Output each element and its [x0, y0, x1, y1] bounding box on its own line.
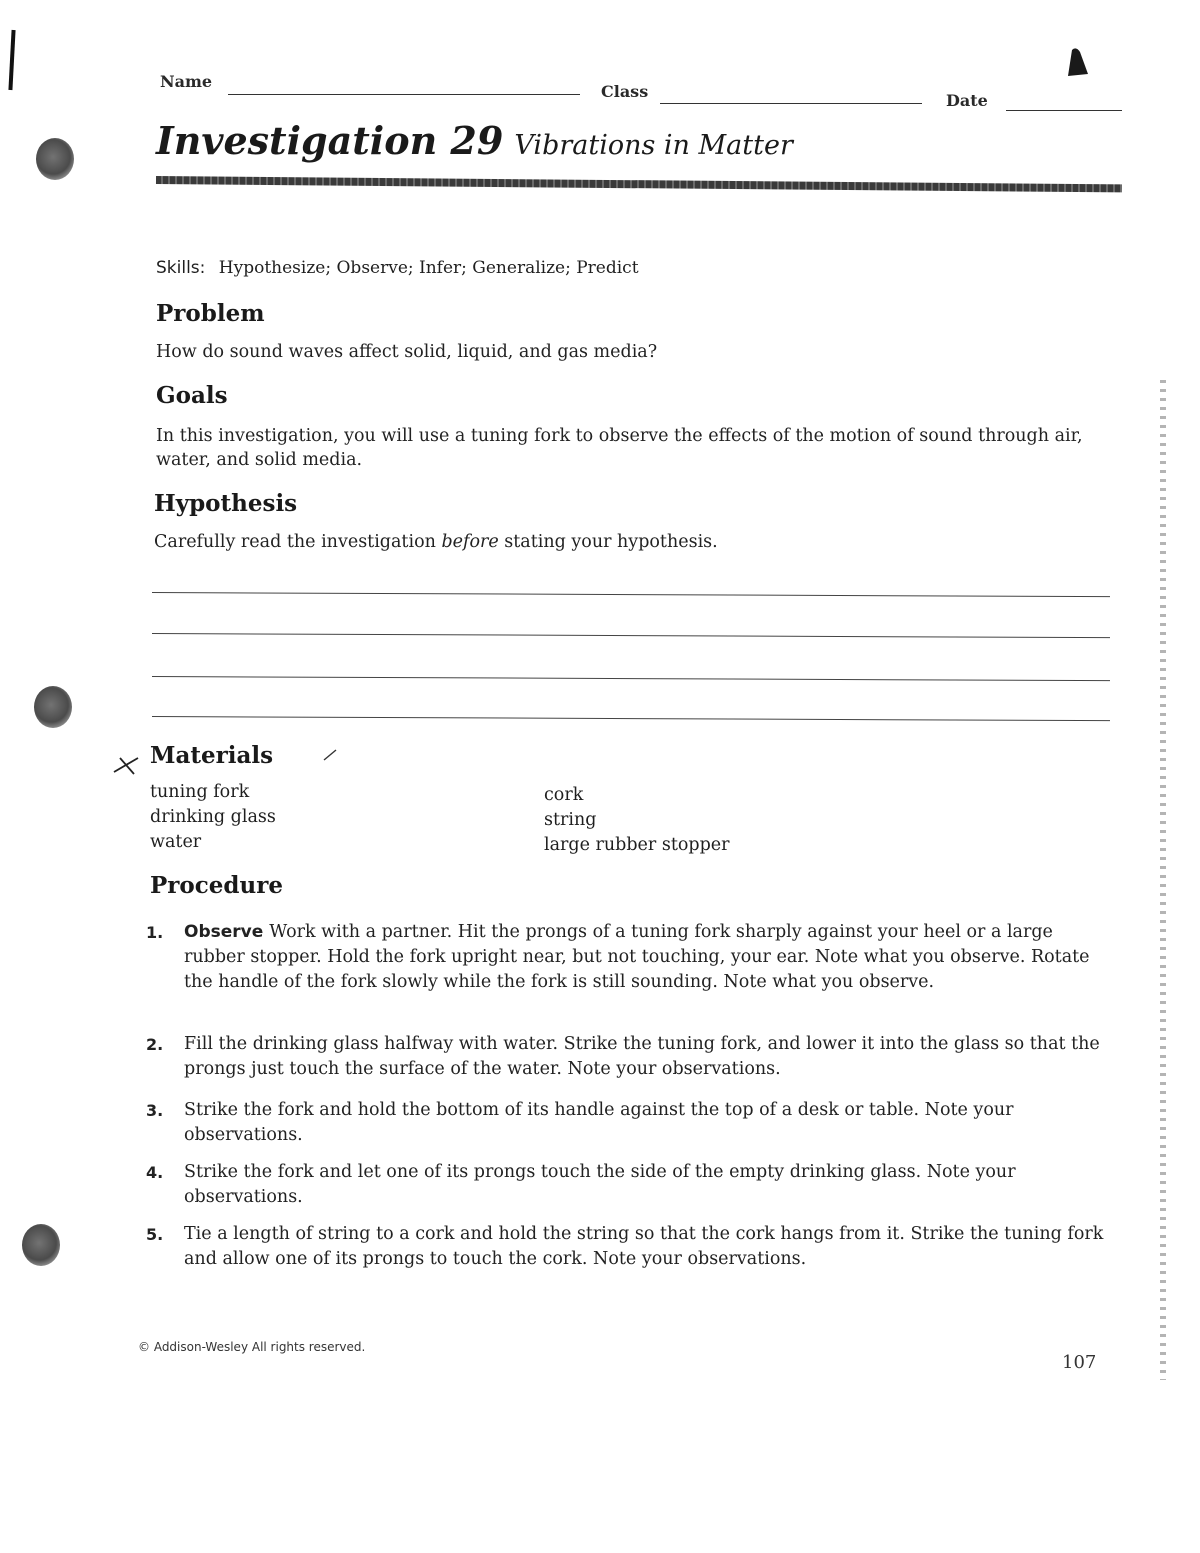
name-field[interactable] — [228, 94, 580, 95]
material-item: cork — [544, 785, 584, 805]
page-title — [156, 118, 793, 163]
hypothesis-text-emphasis: before — [441, 532, 499, 552]
skills-line — [156, 258, 639, 278]
title-main: Investigation 29 — [156, 118, 504, 163]
punch-hole-top — [36, 138, 74, 180]
step-number: 4. — [146, 1163, 164, 1182]
skills-label: Skills: — [156, 258, 206, 278]
step-number: 2. — [146, 1035, 164, 1054]
step-text: Tie a length of string to a cork and hold the string so that the cork hangs from it. Strike the tuning fork and allow one of its prongs to touch the cork. Note your observations. — [184, 1224, 1104, 1269]
bell-icon — [1062, 46, 1092, 80]
step-text: Strike the fork and hold the bottom of its handle against the top of a desk or table. Note your observations. — [184, 1100, 1014, 1145]
procedure-step — [146, 1160, 1106, 1210]
materials-heading: Materials — [150, 742, 274, 769]
material-item: tuning fork — [150, 782, 250, 802]
date-field[interactable] — [1006, 110, 1122, 111]
goals-heading: Goals — [156, 382, 228, 409]
hypothesis-answer-line[interactable] — [152, 716, 1110, 721]
hypothesis-heading: Hypothesis — [154, 490, 298, 517]
hypothesis-instructions — [154, 530, 1094, 554]
procedure-step — [146, 1032, 1106, 1082]
step-body — [184, 920, 1106, 995]
hypothesis-text-after: stating your hypothesis. — [498, 532, 718, 552]
materials-list-left — [150, 780, 276, 855]
material-item: large rubber stopper — [544, 835, 730, 855]
copyright-notice: © Addison-Wesley All rights reserved. — [138, 1340, 366, 1354]
step-number: 1. — [146, 923, 164, 942]
class-field[interactable] — [660, 103, 922, 104]
handwritten-x-mark — [110, 752, 144, 778]
goals-text: In this investigation, you will use a tuning fork to observe the effects of the motion of sound through air, water, and solid media. — [156, 426, 1083, 470]
procedure-heading: Procedure — [150, 872, 283, 899]
step-text: Fill the drinking glass halfway with water. Strike the tuning fork, and lower it into the glass so that the prongs just touch the surface of the water. Note your observations. — [184, 1034, 1100, 1079]
step-lead: Observe — [184, 922, 264, 942]
procedure-step — [146, 1222, 1106, 1272]
scan-edge-noise — [1160, 380, 1166, 1380]
title-sub: Vibrations in Matter — [514, 130, 793, 161]
materials-list-right — [544, 783, 730, 858]
step-number: 3. — [146, 1101, 164, 1120]
hypothesis-text-before: Carefully read the investigation — [154, 532, 442, 552]
material-item: water — [150, 832, 202, 852]
step-text: Work with a partner. Hit the prongs of a tuning fork sharply against your heel or a large rubber stopper. Hold the fork upright near, but not touching, your ear. Note what you observe. Rotate the handle of the fork slowly while the fork is still sounding. Note what you observe. — [184, 922, 1090, 992]
material-item: string — [544, 810, 597, 830]
hypothesis-answer-line[interactable] — [152, 592, 1110, 597]
title-rule — [156, 176, 1122, 192]
handwritten-tick-mark — [322, 748, 340, 764]
skills-text: Hypothesize; Observe; Infer; Generalize; Predict — [218, 258, 639, 278]
hypothesis-answer-line[interactable] — [152, 676, 1110, 681]
procedure-step — [146, 1098, 1106, 1148]
problem-heading: Problem — [156, 300, 265, 327]
name-label: Name — [160, 72, 213, 91]
step-number: 5. — [146, 1225, 164, 1244]
step-text: Strike the fork and let one of its prongs touch the side of the empty drinking glass. Note your observations. — [184, 1162, 1016, 1207]
page-number: 107 — [1062, 1352, 1097, 1373]
margin-pen-mark — [8, 30, 15, 90]
material-item: drinking glass — [150, 807, 276, 827]
punch-hole-middle — [34, 686, 72, 728]
problem-text: How do sound waves affect solid, liquid, and gas media? — [156, 342, 658, 362]
date-label: Date — [946, 91, 988, 110]
procedure-step — [146, 920, 1106, 995]
hypothesis-answer-line[interactable] — [152, 633, 1110, 638]
punch-hole-bottom — [22, 1224, 60, 1266]
class-label: Class — [601, 82, 649, 101]
